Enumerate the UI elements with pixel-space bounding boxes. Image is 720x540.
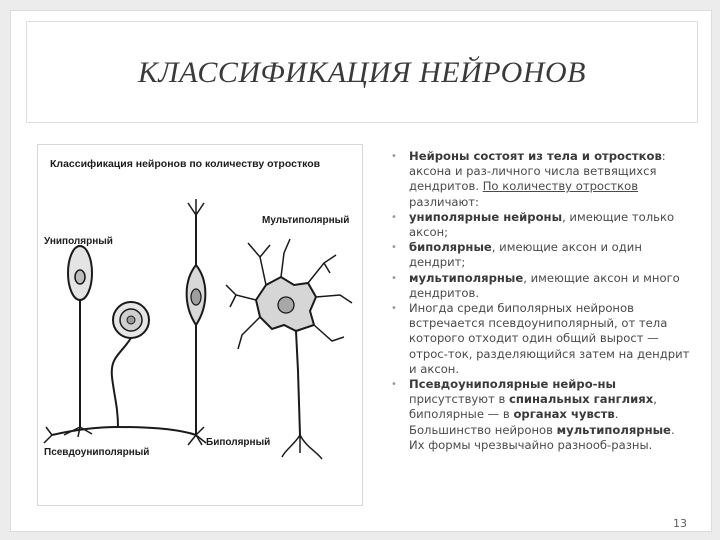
label-unipolar: Униполярный — [44, 236, 113, 247]
bullet-item: • мультиполярные, имеющие аксон и много дендритов. — [391, 270, 680, 300]
label-multipolar: Мультиполярный — [262, 215, 350, 226]
pseudounipolar-neuron-drawing — [44, 302, 206, 443]
neuron-classification-figure — [37, 144, 363, 506]
bullet-dot-icon: • — [391, 303, 397, 315]
bullet-dot-icon: • — [391, 272, 397, 284]
multipolar-neuron-drawing — [226, 239, 352, 459]
bullet-item: • Псевдоуниполярные нейро-ны присутствуют в спинальных ганглиях, биполярные — в органах чувств. Большинство нейронов мультиполярные. Их формы чрезвычайно разнооб-разны. — [391, 377, 675, 452]
figure-caption: Классификация нейронов по количеству отростков — [50, 158, 321, 170]
title-box — [26, 21, 698, 123]
bullet-item: • биполярные, имеющие аксон и один дендрит; — [391, 240, 642, 270]
bullet-dot-icon: • — [391, 242, 397, 254]
bipolar-neuron-drawing — [187, 199, 206, 445]
bullet-dot-icon: • — [391, 151, 397, 162]
label-pseudounipolar: Псевдоуниполярный — [44, 447, 150, 458]
slide-title: КЛАССИФИКАЦИЯ НЕЙРОНОВ — [138, 56, 586, 89]
neuron-diagram — [38, 145, 362, 505]
label-bipolar: Биполярный — [206, 437, 271, 448]
page-number: 13 — [673, 517, 687, 530]
bullet-dot-icon: • — [391, 211, 397, 223]
bullet-item: • Нейроны состоят из тела и отростков: аксона и раз-личного числа ветвящихся дендритов. По количеству отростков различают: — [391, 149, 666, 209]
bullet-item: • униполярные нейроны, имеющие только аксон; — [391, 209, 675, 240]
unipolar-neuron-drawing — [64, 246, 92, 437]
bullet-item: • Иногда среди биполярных нейронов встречается псевдоуниполярный, от тела которого отходит один общий вырост — отрос-ток, разделяющийся затем на дендрит и аксон. — [391, 301, 690, 376]
slide — [10, 10, 712, 532]
bullet-list — [391, 149, 691, 453]
bullet-dot-icon: • — [391, 379, 397, 391]
